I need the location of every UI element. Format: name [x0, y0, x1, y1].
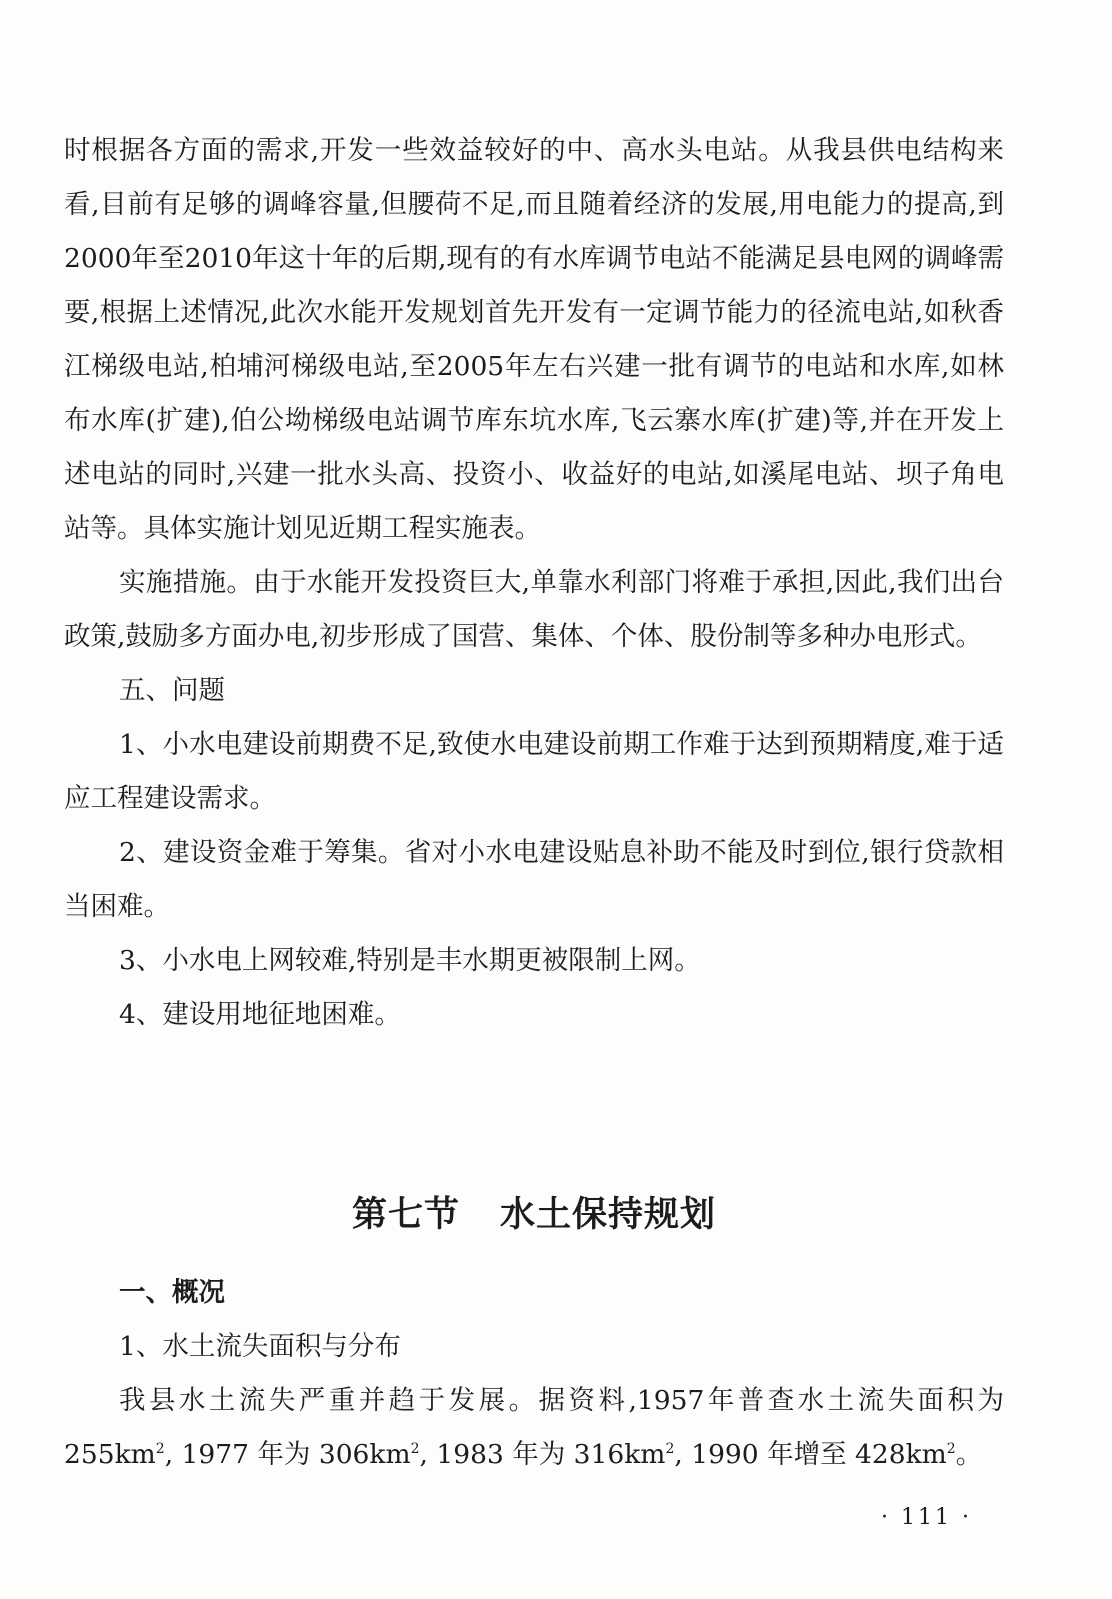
superscript-1: 2 — [155, 1441, 165, 1458]
soil-erosion-seg-3: , 1990 年增至 428km — [674, 1439, 947, 1470]
superscript-4: 2 — [946, 1441, 956, 1458]
overview-block — [64, 1266, 1004, 1482]
soil-erosion-lead: 我县水土流失严重并趋于发展。据资料,1957年普查水土流失面积为255km — [64, 1385, 1004, 1470]
soil-erosion-seg-2: , 1983 年为 316km — [419, 1439, 666, 1470]
section-name: 水土保持规划 — [500, 1195, 717, 1235]
overview-heading: 一、概况 — [119, 1277, 225, 1308]
page-number: · 111 · — [881, 1505, 972, 1530]
superscript-3: 2 — [665, 1441, 675, 1458]
soil-erosion-seg-1: , 1977 年为 306km — [164, 1439, 411, 1470]
problem-item-1: 1、小水电建设前期费不足,致使水电建设前期工作难于达到预期精度,难于适应工程建设需求。 — [64, 729, 1004, 814]
overview-sub-heading: 1、水土流失面积与分布 — [119, 1331, 401, 1362]
problems-heading: 五、问题 — [119, 675, 225, 706]
section-number: 第七节 — [351, 1195, 460, 1235]
superscript-2: 2 — [410, 1441, 420, 1458]
problem-item-4: 4、建设用地征地困难。 — [119, 999, 401, 1030]
problem-item-3: 3、小水电上网较难,特别是丰水期更被限制上网。 — [119, 945, 701, 976]
paragraph-soil-erosion — [64, 1374, 1004, 1482]
section-title — [64, 1188, 1004, 1242]
paragraph-hydro-plan: 时根据各方面的需求,开发一些效益较好的中、高水头电站。从我县供电结构来看,目前有足够的调峰容量,但腰荷不足,而且随着经济的发展,用电能力的提高,到2000年至2010年这十年的后期,现有的有水库调节电站不能满足县电网的调峰需要,根据上述情况,此次水能开发规划首先开发有一定调节能力的径流电站,如秋香江梯级电站,柏埔河梯级电站,至2005年左右兴建一批有调节的电站和水库,如林布水库(扩建),伯公坳梯级电站调节库东坑水库,飞云寨水库(扩建)等,并在开发上述电站的同时,兴建一批水头高、投资小、收益好的电站,如溪尾电站、坝子角电站等。具体实施计划见近期工程实施表。 — [64, 135, 1004, 544]
paragraph-implementation: 实施措施。由于水能开发投资巨大,单靠水利部门将难于承担,因此,我们出台政策,鼓励多方面办电,初步形成了国营、集体、个体、股份制等多种办电形式。 — [64, 567, 1004, 652]
soil-erosion-end: 。 — [955, 1439, 983, 1470]
problem-item-2: 2、建设资金难于筹集。省对小水电建设贴息补助不能及时到位,银行贷款相当困难。 — [64, 837, 1004, 922]
page-body — [64, 124, 1004, 1470]
